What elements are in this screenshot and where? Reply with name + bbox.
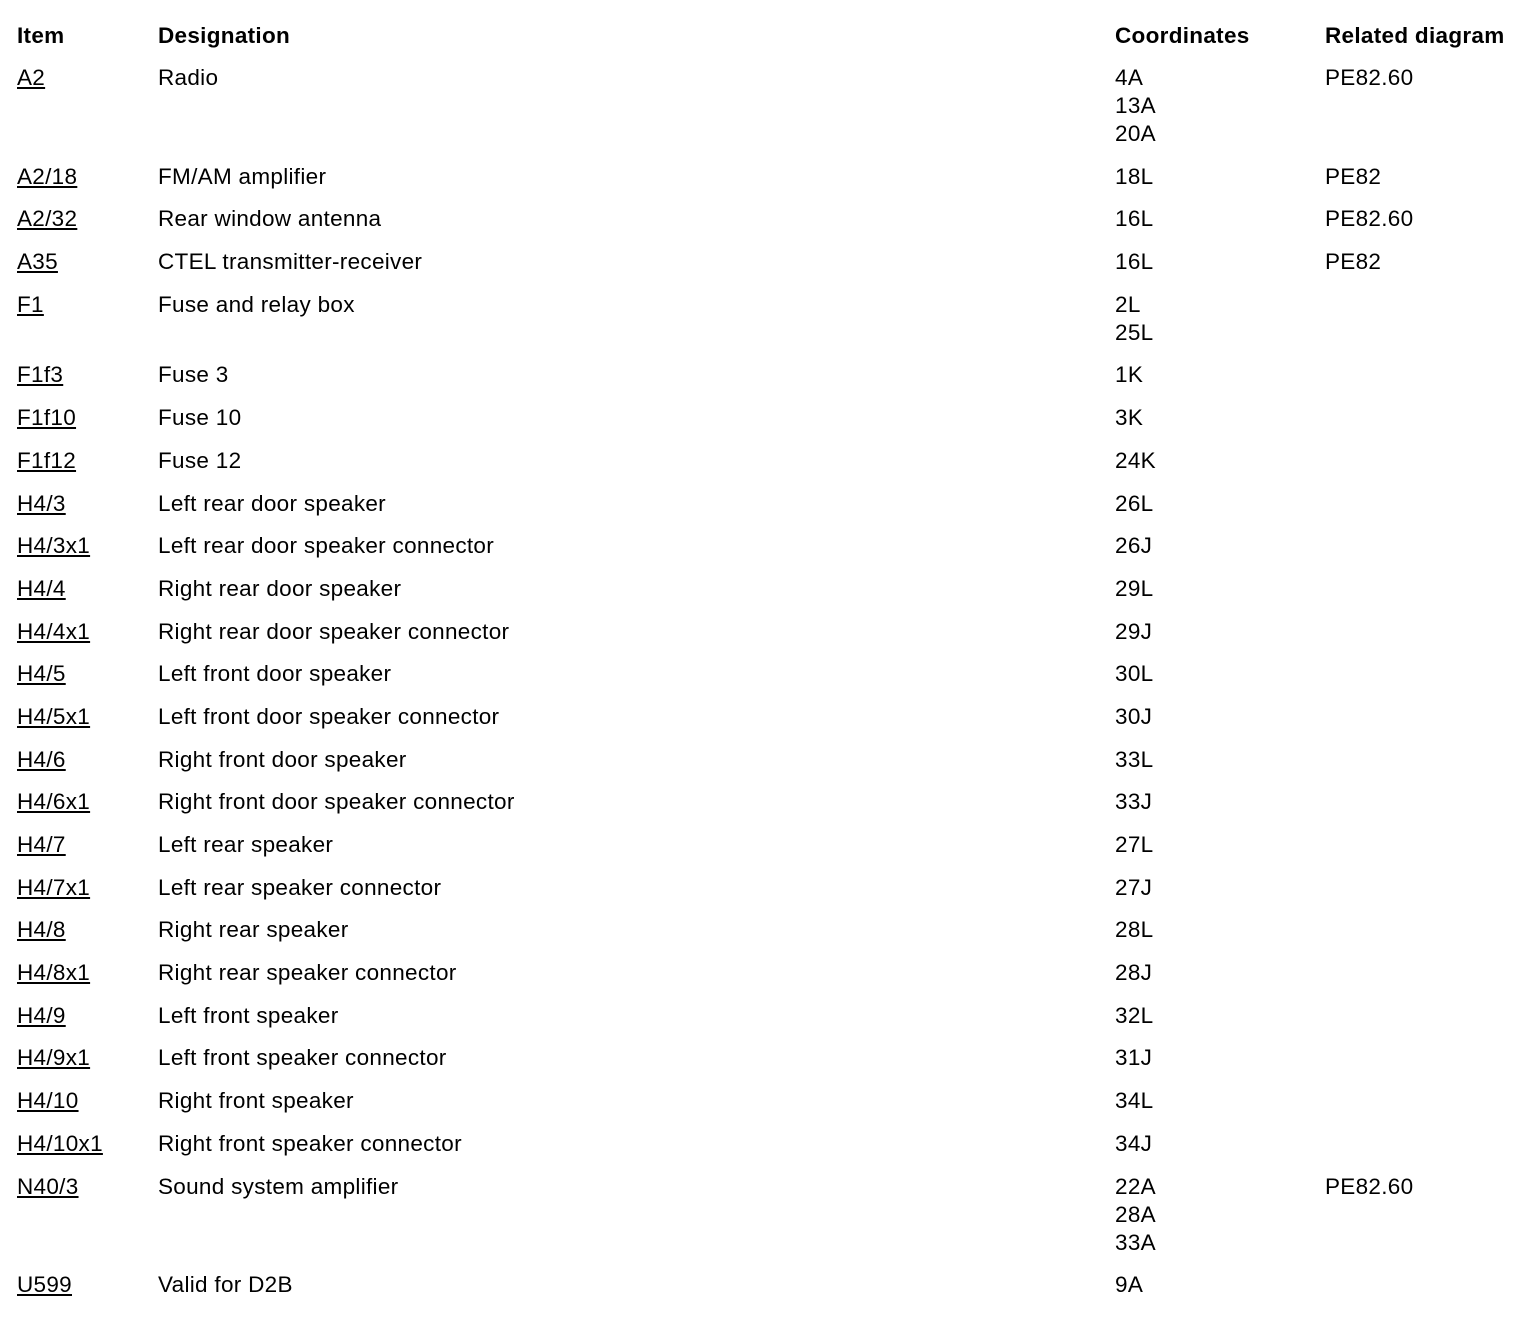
coordinate: 26L <box>1115 490 1154 516</box>
designation-cell: Left rear door speaker connector <box>158 533 495 559</box>
table-row <box>17 1130 1525 1173</box>
item-cell <box>17 1130 158 1173</box>
related-diagram-cell <box>1325 532 1525 575</box>
designation-cell: FM/AM amplifier <box>158 163 327 189</box>
item-link[interactable]: H4/6 <box>17 746 66 772</box>
item-cell <box>17 916 158 959</box>
item-cell <box>17 490 158 533</box>
item-link[interactable]: N40/3 <box>17 1173 79 1199</box>
item-link[interactable]: F1f3 <box>17 362 64 388</box>
item-cell <box>17 959 158 1002</box>
coordinate: 16L <box>1115 206 1154 232</box>
coordinate: 28J <box>1115 960 1153 986</box>
item-cell <box>17 163 158 206</box>
coordinate: 27L <box>1115 832 1154 857</box>
coordinates-cell <box>1115 874 1325 917</box>
designation-cell: Radio <box>158 65 219 90</box>
item-cell <box>17 1087 158 1130</box>
coordinate: 22A <box>1115 1173 1156 1199</box>
item-cell <box>17 575 158 618</box>
designation-cell: Fuse 10 <box>158 405 242 431</box>
coordinates-cell <box>1115 1002 1325 1045</box>
table-row <box>17 532 1525 575</box>
item-link[interactable]: H4/9 <box>17 1002 66 1028</box>
related-diagram-cell: PE82.60 <box>1325 206 1414 232</box>
coordinates-cell <box>1115 64 1325 163</box>
coordinate: 28A <box>1115 1201 1156 1227</box>
item-cell <box>17 831 158 874</box>
coordinate: 24K <box>1115 447 1156 473</box>
table-row <box>17 205 1525 248</box>
item-cell <box>17 1044 158 1087</box>
coordinates-cell <box>1115 618 1325 661</box>
coordinates-cell <box>1115 746 1325 789</box>
designation-cell: Right front door speaker <box>158 746 407 772</box>
header-item: Item <box>17 23 65 48</box>
related-diagram-cell <box>1325 575 1525 618</box>
designation-cell: CTEL transmitter-receiver <box>158 249 423 275</box>
item-link[interactable]: H4/3x1 <box>17 533 91 559</box>
item-link[interactable]: H4/10x1 <box>17 1130 103 1156</box>
designation-cell: Right front speaker connector <box>158 1130 462 1156</box>
item-link[interactable]: F1f10 <box>17 405 77 431</box>
related-diagram-cell: PE82.60 <box>1325 1173 1414 1199</box>
coordinates-cell <box>1115 916 1325 959</box>
related-diagram-cell <box>1325 490 1525 533</box>
item-cell <box>17 205 158 248</box>
item-link[interactable]: H4/3 <box>17 490 66 516</box>
item-link[interactable]: A35 <box>17 249 58 275</box>
coordinate: 27J <box>1115 874 1153 900</box>
designation-cell: Valid for D2B <box>158 1272 293 1298</box>
related-diagram-cell <box>1325 959 1525 1002</box>
item-link[interactable]: A2 <box>17 65 46 90</box>
coordinate: 28L <box>1115 917 1154 943</box>
designation-cell: Fuse 12 <box>158 447 242 473</box>
coordinates-cell <box>1115 831 1325 874</box>
table-row <box>17 703 1525 746</box>
related-diagram-cell <box>1325 291 1525 362</box>
item-cell <box>17 1002 158 1045</box>
table-row <box>17 163 1525 206</box>
designation-cell: Left front speaker <box>158 1002 339 1028</box>
designation-cell: Left rear speaker <box>158 832 334 857</box>
item-link[interactable]: H4/8x1 <box>17 960 91 986</box>
item-link[interactable]: H4/8 <box>17 917 66 943</box>
coordinates-cell <box>1115 575 1325 618</box>
item-link[interactable]: H4/4 <box>17 575 66 601</box>
table-row <box>17 1271 1525 1314</box>
item-cell <box>17 64 158 163</box>
coordinate: 29L <box>1115 575 1154 601</box>
table-row <box>17 831 1525 874</box>
designation-cell: Fuse 3 <box>158 362 229 388</box>
related-diagram-cell <box>1325 660 1525 703</box>
designation-cell: Fuse and relay box <box>158 291 355 317</box>
coordinate: 18L <box>1115 163 1154 189</box>
table-row <box>17 404 1525 447</box>
coordinates-cell <box>1115 660 1325 703</box>
table-row <box>17 64 1525 163</box>
coordinates-cell <box>1115 1130 1325 1173</box>
coordinates-cell <box>1115 163 1325 206</box>
designation-cell: Left front door speaker <box>158 661 392 687</box>
related-diagram-cell <box>1325 831 1525 874</box>
coordinate: 34J <box>1115 1130 1153 1156</box>
related-diagram-cell <box>1325 1271 1525 1314</box>
item-cell <box>17 447 158 490</box>
header-row <box>17 22 1525 64</box>
item-cell <box>17 788 158 831</box>
coordinate: 9A <box>1115 1272 1144 1298</box>
related-diagram-cell <box>1325 447 1525 490</box>
related-diagram-cell <box>1325 746 1525 789</box>
designation-cell: Sound system amplifier <box>158 1173 399 1199</box>
item-link[interactable]: H4/10 <box>17 1088 79 1114</box>
table-row <box>17 447 1525 490</box>
item-cell <box>17 1173 158 1272</box>
designation-cell: Left rear speaker connector <box>158 874 442 900</box>
item-link[interactable]: U599 <box>17 1272 72 1298</box>
designation-cell: Left rear door speaker <box>158 490 386 516</box>
item-cell <box>17 291 158 362</box>
related-diagram-cell <box>1325 703 1525 746</box>
designation-cell: Left front speaker connector <box>158 1045 447 1071</box>
table-row <box>17 291 1525 362</box>
coordinates-cell <box>1115 447 1325 490</box>
item-cell <box>17 532 158 575</box>
coordinate: 1K <box>1115 362 1144 388</box>
related-diagram-cell <box>1325 1130 1525 1173</box>
coordinate: 2L <box>1115 291 1141 317</box>
item-cell <box>17 361 158 404</box>
item-cell <box>17 1271 158 1314</box>
table-row <box>17 248 1525 291</box>
table-row <box>17 874 1525 917</box>
related-diagram-cell <box>1325 1044 1525 1087</box>
coordinate: 33A <box>1115 1229 1156 1255</box>
item-cell <box>17 874 158 917</box>
coordinate: 13A <box>1115 93 1156 118</box>
coordinate: 33L <box>1115 746 1154 772</box>
header-related-diagram: Related diagram <box>1325 23 1505 48</box>
related-diagram-cell <box>1325 916 1525 959</box>
designation-cell: Left front door speaker connector <box>158 703 500 729</box>
coordinates-cell <box>1115 959 1325 1002</box>
header-designation: Designation <box>158 23 291 48</box>
header-coordinates: Coordinates <box>1115 23 1250 48</box>
coordinate: 25L <box>1115 319 1154 345</box>
designation-cell: Right front speaker <box>158 1088 354 1114</box>
coordinate: 3K <box>1115 405 1144 431</box>
item-link[interactable]: A2/18 <box>17 163 78 189</box>
designation-cell: Right rear speaker connector <box>158 960 457 986</box>
designation-cell: Right front door speaker connector <box>158 789 515 815</box>
item-link[interactable]: A2/32 <box>17 206 78 232</box>
coordinates-cell <box>1115 1271 1325 1314</box>
coordinate: 32L <box>1115 1002 1154 1028</box>
related-diagram-cell <box>1325 788 1525 831</box>
table-row <box>17 618 1525 661</box>
coordinates-cell <box>1115 404 1325 447</box>
item-cell <box>17 703 158 746</box>
table-row <box>17 1044 1525 1087</box>
item-cell <box>17 746 158 789</box>
item-link[interactable]: H4/5 <box>17 661 66 687</box>
coordinates-cell <box>1115 788 1325 831</box>
coordinate: 34L <box>1115 1088 1154 1114</box>
coordinates-cell <box>1115 291 1325 362</box>
item-link[interactable]: F1 <box>17 291 44 317</box>
table-row <box>17 1173 1525 1272</box>
coordinate: 4A <box>1115 65 1144 90</box>
item-link[interactable]: F1f12 <box>17 447 77 473</box>
related-diagram-cell: PE82.60 <box>1325 65 1414 90</box>
coordinates-cell <box>1115 1087 1325 1130</box>
table-body <box>17 64 1525 1314</box>
coordinates-cell <box>1115 532 1325 575</box>
related-diagram-cell <box>1325 404 1525 447</box>
designation-cell: Right rear speaker <box>158 917 349 943</box>
table-row <box>17 575 1525 618</box>
related-diagram-cell: PE82 <box>1325 249 1382 275</box>
item-cell <box>17 618 158 661</box>
related-diagram-cell <box>1325 1002 1525 1045</box>
table-row <box>17 361 1525 404</box>
item-cell <box>17 660 158 703</box>
table-row <box>17 660 1525 703</box>
item-link[interactable]: H4/7 <box>17 832 66 857</box>
coordinate: 29J <box>1115 618 1153 644</box>
coordinate: 30L <box>1115 661 1154 687</box>
coordinate: 30J <box>1115 703 1153 729</box>
coordinates-cell <box>1115 703 1325 746</box>
coordinates-cell <box>1115 205 1325 248</box>
coordinate: 26J <box>1115 533 1153 559</box>
coordinate: 31J <box>1115 1045 1153 1071</box>
table-row <box>17 788 1525 831</box>
coordinates-cell <box>1115 1173 1325 1272</box>
item-cell <box>17 248 158 291</box>
table-row <box>17 916 1525 959</box>
component-table <box>17 22 1525 1314</box>
item-link[interactable]: H4/6x1 <box>17 789 91 815</box>
coordinate: 16L <box>1115 249 1154 275</box>
coordinates-cell <box>1115 248 1325 291</box>
item-link[interactable]: H4/7x1 <box>17 874 91 900</box>
table-row <box>17 490 1525 533</box>
coordinates-cell <box>1115 490 1325 533</box>
related-diagram-cell <box>1325 618 1525 661</box>
related-diagram-cell: PE82 <box>1325 163 1382 189</box>
table-row <box>17 1002 1525 1045</box>
related-diagram-cell <box>1325 874 1525 917</box>
table-row <box>17 746 1525 789</box>
related-diagram-cell <box>1325 1087 1525 1130</box>
coordinates-cell <box>1115 1044 1325 1087</box>
coordinate: 33J <box>1115 789 1153 815</box>
coordinates-cell <box>1115 361 1325 404</box>
designation-cell: Right rear door speaker <box>158 575 402 601</box>
item-link[interactable]: H4/9x1 <box>17 1045 91 1071</box>
coordinate: 20A <box>1115 121 1156 146</box>
designation-cell: Rear window antenna <box>158 206 382 232</box>
designation-cell: Right rear door speaker connector <box>158 618 510 644</box>
item-link[interactable]: H4/4x1 <box>17 618 91 644</box>
table-row <box>17 959 1525 1002</box>
item-link[interactable]: H4/5x1 <box>17 703 91 729</box>
table-row <box>17 1087 1525 1130</box>
related-diagram-cell <box>1325 361 1525 404</box>
item-cell <box>17 404 158 447</box>
